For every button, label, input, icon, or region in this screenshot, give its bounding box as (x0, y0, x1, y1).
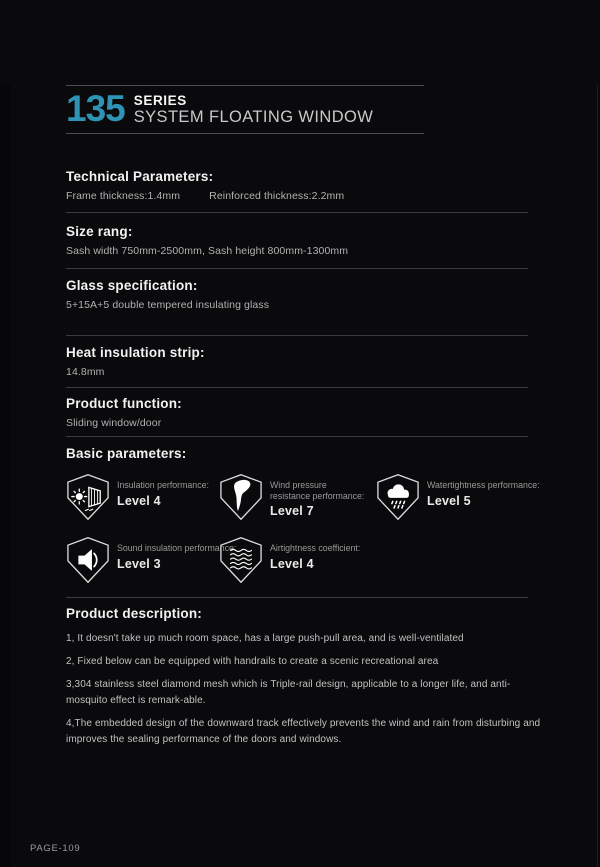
section-title: Product description: (66, 606, 203, 621)
series-subtitle: SYSTEM FLOATING WINDOW (133, 108, 374, 126)
description-item: 4,The embedded design of the downward track effectively prevents the wind and rain from disturbing and improves the sealing performance of the doors and windows. (66, 718, 541, 745)
description-item: 1, It doesn't take up much room space, has a large push-pull area, and is well-ventilated (66, 633, 464, 644)
series-header (66, 85, 424, 134)
sound-insulation-icon (66, 536, 110, 584)
section-divider (66, 436, 528, 437)
param-label: Sound insulation performance: (117, 543, 237, 553)
section-title: Product function: (66, 396, 182, 411)
catalog-page (0, 85, 600, 867)
section-divider (66, 597, 528, 598)
description-item: 3,304 stainless steel diamond mesh which is Triple-rail design, applicable to a longer life, and anti-mosquito effect is remark-able. (66, 679, 511, 706)
wind-pressure-icon (219, 473, 263, 521)
reinforced-thickness-value: Reinforced thickness:2.2mm (209, 190, 345, 202)
param-wind-pressure (219, 473, 376, 521)
heat-insulation-value: 14.8mm (66, 366, 105, 378)
param-insulation (66, 473, 219, 521)
param-label: Watertightness performance: (427, 480, 540, 490)
section-heat-insulation-strip (66, 345, 528, 378)
size-range-value: Sash width 750mm-2500mm, Sash height 800mm-1300mm (66, 245, 349, 257)
section-product-function (66, 396, 528, 429)
section-title: Heat insulation strip: (66, 345, 205, 360)
param-watertightness (376, 473, 540, 521)
section-product-description (66, 606, 541, 748)
watertightness-icon (376, 473, 420, 521)
param-sound-insulation (66, 536, 237, 584)
section-glass-specification (66, 278, 528, 311)
page-number: PAGE-109 (30, 843, 81, 854)
section-divider (66, 387, 528, 388)
section-size-range (66, 224, 528, 257)
param-airtightness (219, 536, 376, 584)
header-rule-bottom (66, 133, 424, 134)
param-label: Insulation performance: (117, 480, 209, 490)
section-divider (66, 335, 528, 336)
section-title: Basic parameters: (66, 446, 187, 461)
product-function-value: Sliding window/door (66, 417, 162, 429)
param-level: Level 4 (117, 493, 161, 508)
series-number: 135 (66, 88, 125, 129)
glass-specification-value: 5+15A+5 double tempered insulating glass (66, 299, 270, 311)
page-edge-left (0, 85, 11, 867)
series-label: SERIES (133, 93, 187, 108)
basic-parameters-grid (66, 473, 540, 584)
param-level: Level 4 (270, 556, 314, 571)
page-edge-right (597, 85, 598, 867)
insulation-icon (66, 473, 110, 521)
section-title: Glass specification: (66, 278, 198, 293)
airtightness-icon (219, 536, 263, 584)
section-title: Size rang: (66, 224, 133, 239)
description-list (66, 631, 544, 748)
param-level: Level 3 (117, 556, 161, 571)
param-level: Level 5 (427, 493, 471, 508)
section-technical-parameters (66, 169, 528, 202)
section-basic-parameters (66, 446, 540, 584)
section-title: Technical Parameters: (66, 169, 214, 184)
param-level: Level 7 (270, 504, 314, 518)
section-divider (66, 268, 528, 269)
description-item: 2, Fixed below can be equipped with handrails to create a scenic recreational area (66, 656, 439, 667)
frame-thickness-value: Frame thickness:1.4mm (66, 190, 181, 202)
param-label: Wind pressure resistance performance: (270, 480, 365, 501)
section-divider (66, 212, 528, 213)
param-label: Airtightness coefficient: (270, 543, 361, 553)
spec-content (66, 169, 541, 748)
